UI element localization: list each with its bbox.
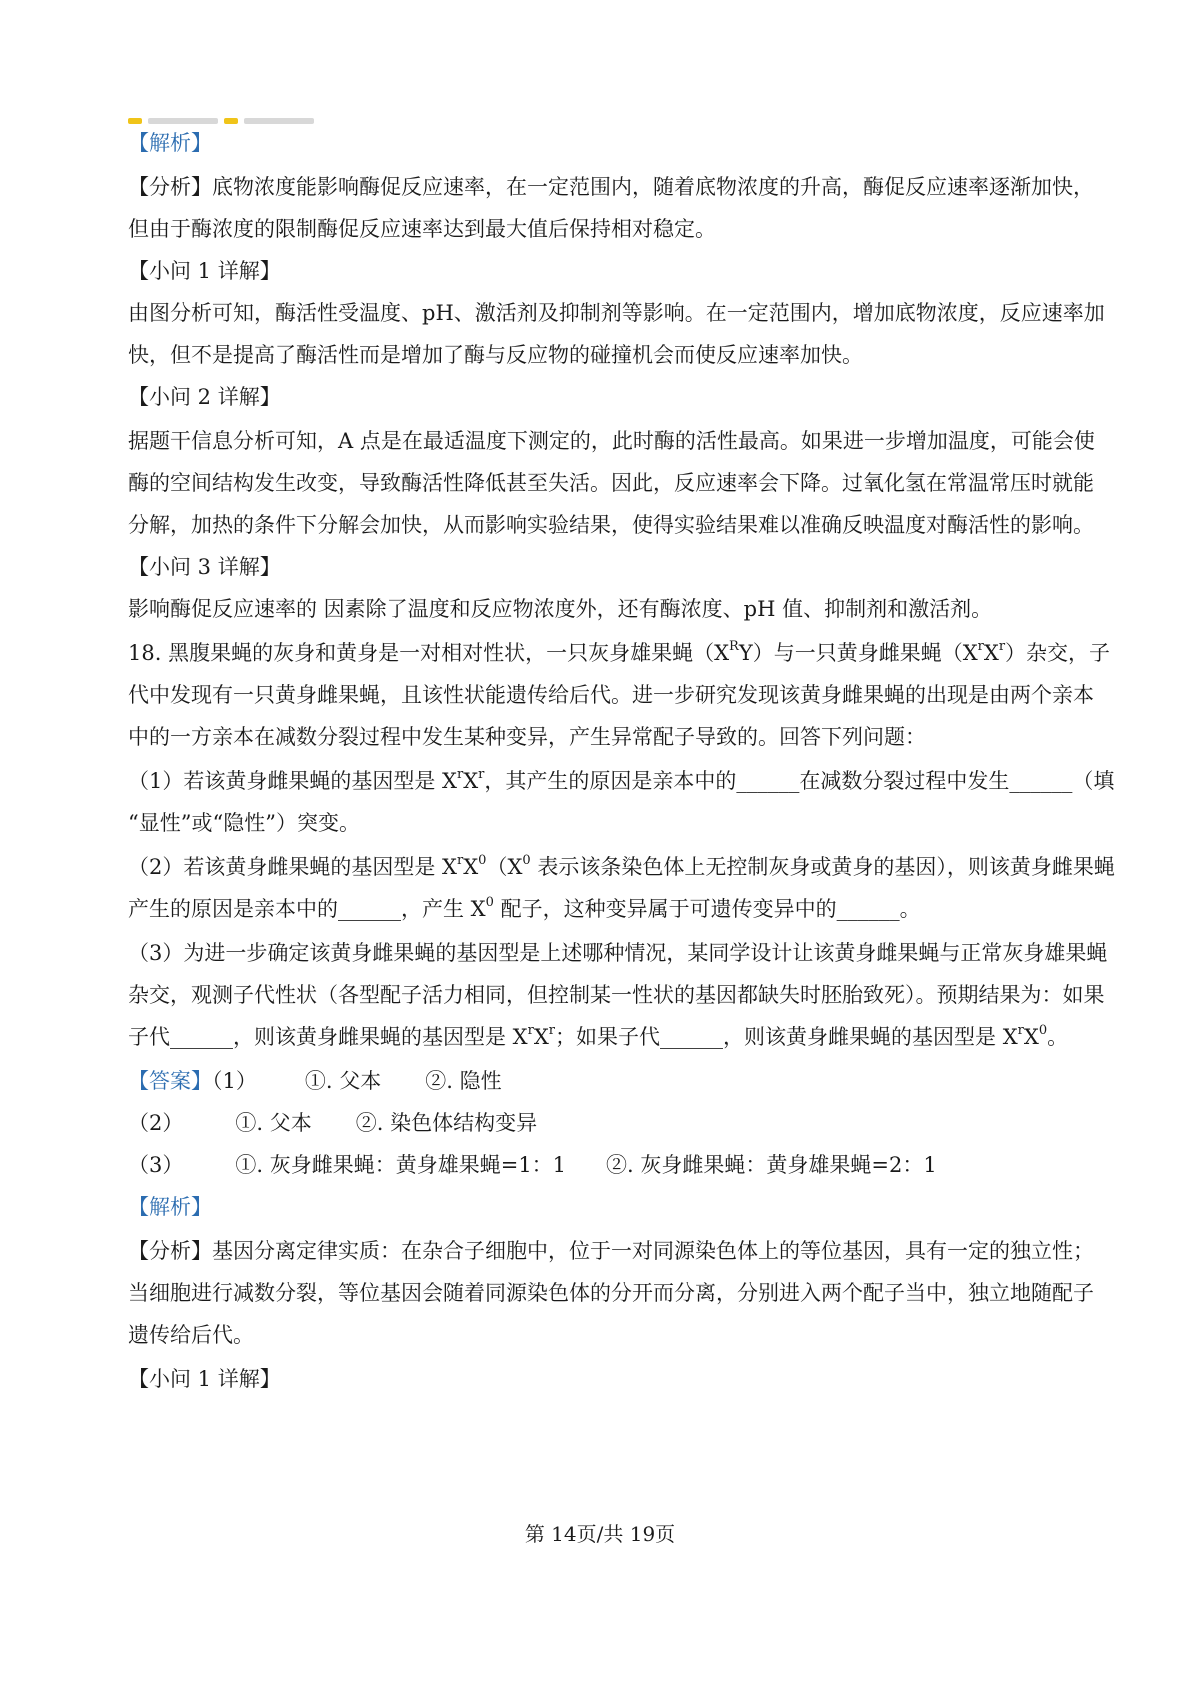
q3-title: 【小问 3 详解】 [128,555,281,579]
q2-title: 【小问 2 详解】 [128,385,281,409]
analysis2-line-3: 遗传给后代。 [128,1323,254,1347]
subquestion-1-line-2: “显性”或“隐性”）突变。 [128,811,360,835]
page-footer: 第 14页/共 19页 [524,1522,676,1546]
header-logo [128,110,368,122]
problem18-line-3: 中的一方亲本在减数分裂过程中发生某种变异，产生异常配子导致的。回答下列问题： [128,725,926,749]
answer-line-2: （2） ①. 父本 ②. 染色体结构变异 [128,1111,538,1135]
q1-title-2: 【小问 1 详解】 [128,1367,281,1391]
q2-line-1: 据题干信息分析可知，A 点是在最适温度下测定的，此时酶的活性最高。如果进一步增加温度，可能会使 [128,429,1095,453]
subquestion-3-line-3: 子代______，则该黄身雌果蝇的基因型是 $X^rX^r$；如果子代______，则该黄身雌果蝇的基因型是 $X^rX^0$。 [128,1023,1069,1049]
analysis2-line-1: 【分析】基因分离定律实质：在杂合子细胞中，位于一对同源染色体上的等位基因，具有一定的独立性； [128,1239,1094,1263]
subquestion-2-line-1: （2）若该黄身雌果蝇的基因型是 $X^rX^0(X^0$ 表示该条染色体上无控制灰身或黄身的基因），则该黄身雌果蝇 [128,853,1115,879]
answer-label: 【答案】 [128,1069,212,1093]
analysis-header: 【解析】 [128,131,212,155]
q2-line-3: 分解，加热的条件下分解会加快，从而影响实验结果，使得实验结果难以准确反映温度对酶活性的影响。 [128,513,1094,537]
q3-line-1: 影响酶促反应速率的 因素除了温度和反应物浓度外，还有酶浓度、pH 值、抑制剂和激活剂。 [128,597,993,621]
subquestion-2-line-2: 产生的原因是亲本中的______，产生 $X^0$ 配子，这种变异属于可遗传变异中的______。 [128,895,921,921]
analysis-paragraph-1: 【分析】底物浓度能影响酶促反应速率，在一定范围内，随着底物浓度的升高，酶促反应速率逐渐加快， [128,175,1094,199]
problem18-line-1: 18. 黑腹果蝇的灰身和黄身是一对相对性状，一只灰身雄果蝇$(X^RY)$与一只黄身雌果蝇$(X^rX^r)$杂交，子 [128,639,1111,665]
subquestion-1-line-1: （1）若该黄身雌果蝇的基因型是 $X^rX^r$，其产生的原因是亲本中的______在减数分裂过程中发生______（填 [128,767,1115,793]
analysis2-line-2: 当细胞进行减数分裂，等位基因会随着同源染色体的分开而分离，分别进入两个配子当中，独立地随配子 [128,1281,1094,1305]
q1-line-2: 快，但不是提高了酶活性而是增加了酶与反应物的碰撞机会而使反应速率加快。 [128,343,863,367]
subquestion-3-line-2: 杂交，观测子代性状（各型配子活力相同，但控制某一性状的基因都缺失时胚胎致死）。预期结果为：如果 [128,983,1105,1007]
answer-line-1: 【答案】（1） ①. 父本 ②. 隐性 [128,1069,502,1093]
subquestion-3-line-1: （3）为进一步确定该黄身雌果蝇的基因型是上述哪种情况，某同学设计让该黄身雌果蝇与正常灰身雄果蝇 [128,941,1108,965]
q1-line-1: 由图分析可知，酶活性受温度、pH、激活剂及抑制剂等影响。在一定范围内，增加底物浓度，反应速率加 [128,301,1105,325]
q2-line-2: 酶的空间结构发生改变，导致酶活性降低甚至失活。因此，反应速率会下降。过氧化氢在常温常压时就能 [128,471,1094,495]
analysis-header-2: 【解析】 [128,1195,212,1219]
problem18-line-2: 代中发现有一只黄身雌果蝇，且该性状能遗传给后代。进一步研究发现该黄身雌果蝇的出现是由两个亲本 [128,683,1094,707]
analysis-paragraph-2: 但由于酶浓度的限制酶促反应速率达到最大值后保持相对稳定。 [128,217,716,241]
analysis-label: 【分析】 [128,175,212,199]
answer-line-3: （3） ①. 灰身雌果蝇：黄身雄果蝇=1：1 ②. 灰身雌果蝇：黄身雄果蝇=2：1 [128,1153,937,1177]
q1-title: 【小问 1 详解】 [128,259,281,283]
